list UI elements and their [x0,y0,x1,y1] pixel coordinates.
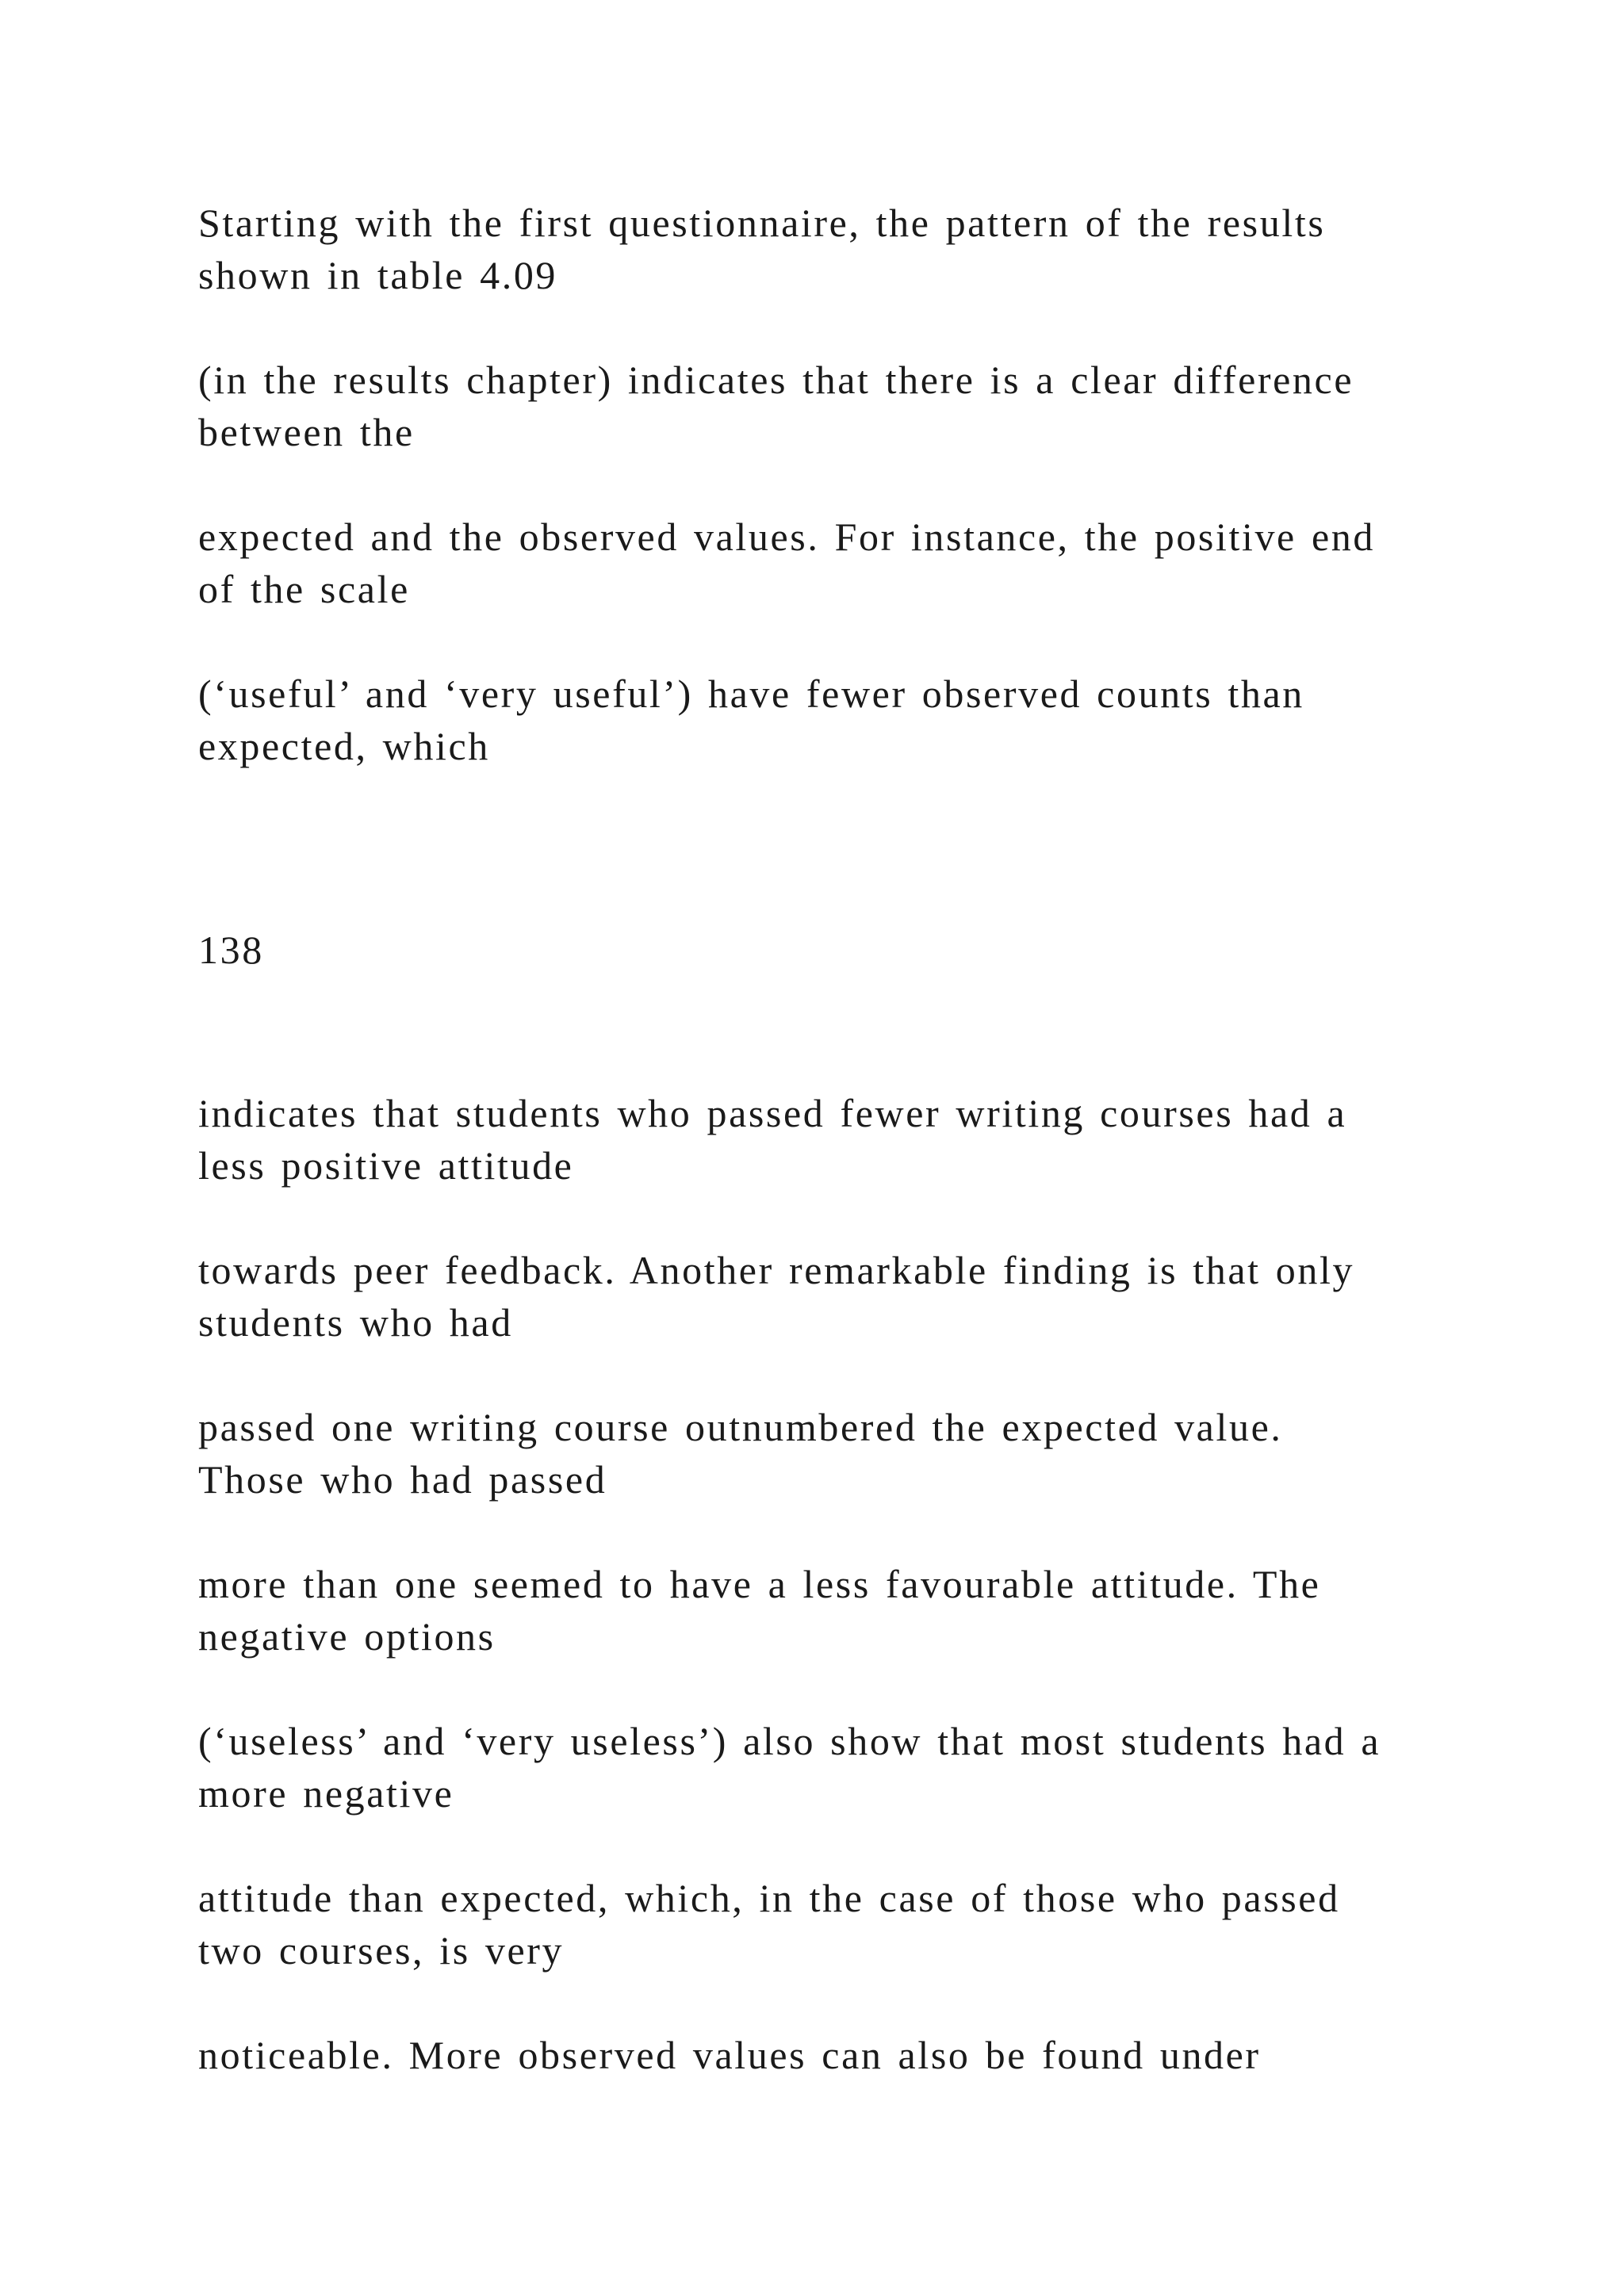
paragraph-1: Starting with the first questionnaire, the pattern of the results shown in table 4.09 [198,201,1326,297]
paragraph-10: attitude than expected, which, in the case of those who passed two courses, is very [198,1876,1340,1973]
paragraph-11: noticeable. More observed values can also be found under [198,2033,1261,2077]
paragraph-7: passed one writing course outnumbered the expected value. Those who had passed [198,1405,1283,1502]
paragraph-6: towards peer feedback. Another remarkable finding is that only students who had [198,1248,1355,1345]
paragraph-4: (‘useful’ and ‘very useful’) have fewer observed counts than expected, which [198,672,1304,768]
paragraph-5: indicates that students who passed fewer writing courses had a less positive attitude [198,1091,1347,1188]
paragraph-3: expected and the observed values. For instance, the positive end of the scale [198,515,1375,611]
paragraph-9: (‘useless’ and ‘very useless’) also show that most students had a more negative [198,1719,1381,1816]
paragraph-8: more than one seemed to have a less favourable attitude. The negative options [198,1562,1321,1659]
page-number: 138 [198,928,264,972]
paragraph-2: (in the results chapter) indicates that there is a clear difference between the [198,358,1354,454]
